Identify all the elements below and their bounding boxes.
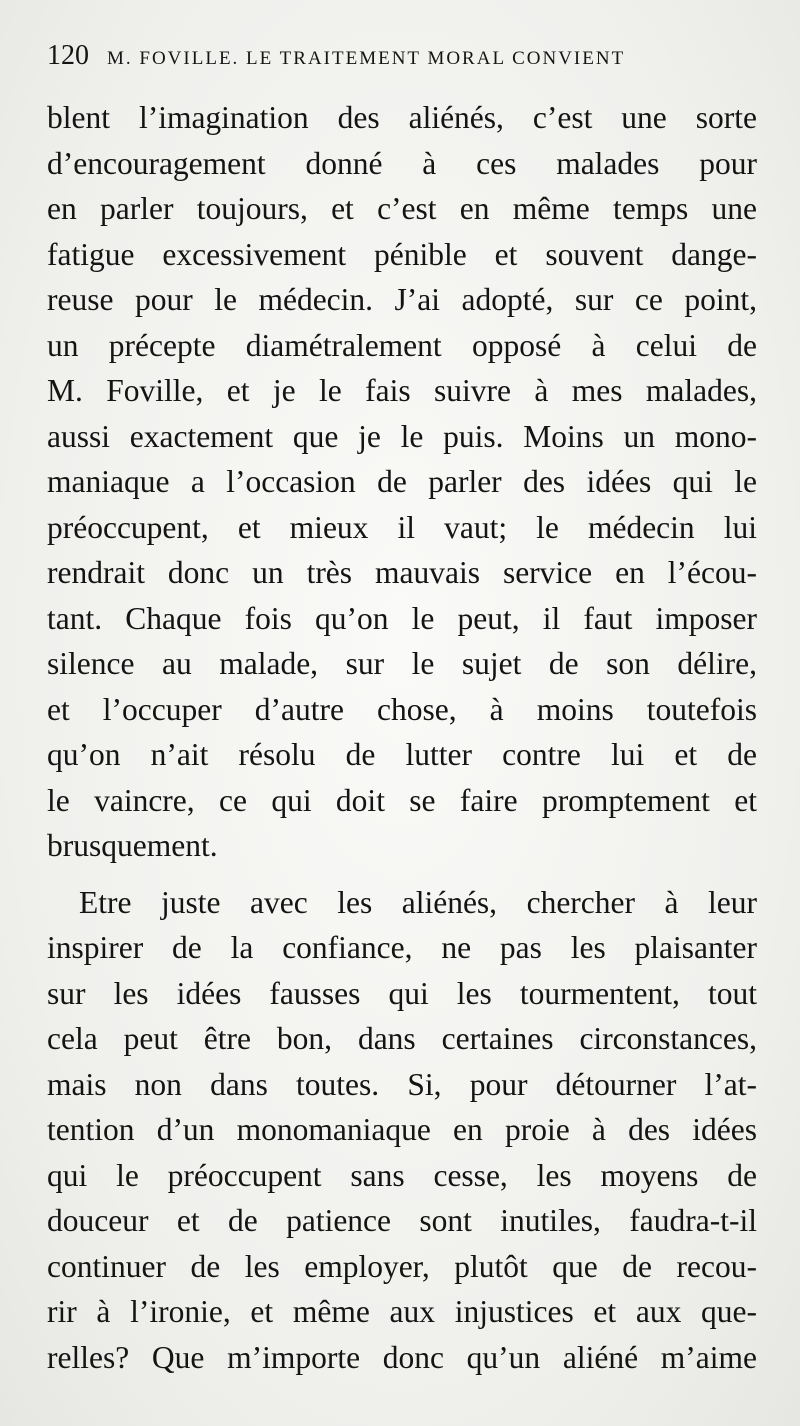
- text-line: brusquement.: [47, 828, 218, 863]
- text-line: et l’occuper d’autre chose, à moins toutefois: [47, 691, 757, 727]
- text-line: reuse pour le médecin. J’ai adopté, sur ce point,: [47, 282, 757, 317]
- text-line: blent l’imagination des aliénés, c’est une sorte: [47, 100, 757, 135]
- text-line: le vaincre, ce qui doit se faire promptement et: [47, 782, 757, 818]
- text-line: sur les idées fausses qui les tourmentent, tout: [47, 975, 757, 1011]
- paragraph-2: [47, 880, 757, 1381]
- text-line: tant. Chaque fois qu’on le peut, il faut imposer: [47, 600, 757, 636]
- text-line: rendrait donc un très mauvais service en l’écou-: [47, 555, 757, 590]
- text-line: qu’on n’ait résolu de lutter contre lui et de: [47, 737, 757, 772]
- body-text: [47, 95, 757, 1380]
- running-head-title: M. FOVILLE. LE TRAITEMENT MORAL CONVIENT: [107, 48, 626, 69]
- text-line: qui le préoccupent sans cesse, les moyens de: [47, 1157, 757, 1193]
- text-line: relles? Que m’importe donc qu’un aliéné m’aime: [47, 1339, 757, 1375]
- text-line: mais non dans toutes. Si, pour détourner l’at-: [47, 1066, 757, 1102]
- text-line: d’encouragement donné à ces malades pour: [47, 145, 757, 181]
- paragraph-gap: [47, 869, 757, 880]
- page-number: 120: [47, 40, 89, 71]
- paragraph-1: [47, 95, 757, 869]
- text-line: préoccupent, et mieux il vaut; le médecin lui: [47, 509, 757, 545]
- text-line: tention d’un monomaniaque en proie à des idées: [47, 1112, 757, 1147]
- text-line: fatigue excessivement pénible et souvent dange-: [47, 236, 757, 272]
- text-line: maniaque a l’occasion de parler des idées qui le: [47, 464, 757, 499]
- text-line: silence au malade, sur le sujet de son délire,: [47, 646, 757, 681]
- text-line: en parler toujours, et c’est en même temps une: [47, 191, 757, 226]
- text-line: M. Foville, et je le fais suivre à mes malades,: [47, 373, 757, 408]
- text-line: cela peut être bon, dans certaines circonstances,: [47, 1021, 757, 1056]
- text-line: Etre juste avec les aliénés, chercher à leur: [79, 884, 757, 920]
- text-line: un précepte diamétralement opposé à celui de: [47, 327, 757, 363]
- text-line: douceur et de patience sont inutiles, faudra-t-il: [47, 1203, 757, 1238]
- text-line: rir à l’ironie, et même aux injustices et aux que-: [47, 1294, 757, 1329]
- text-line: aussi exactement que je le puis. Moins un mono-: [47, 418, 757, 454]
- text-line: continuer de les employer, plutôt que de recou-: [47, 1248, 757, 1284]
- text-line: inspirer de la confiance, ne pas les plaisanter: [47, 930, 757, 965]
- running-head: [47, 40, 757, 80]
